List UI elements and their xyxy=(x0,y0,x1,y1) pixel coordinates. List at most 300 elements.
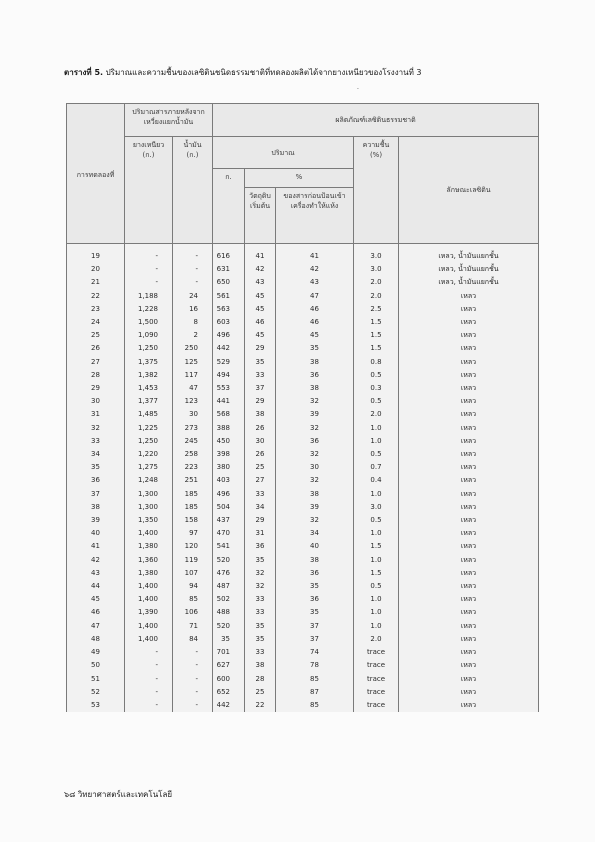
cell-pct-raw: 25 xyxy=(245,461,276,474)
cell-character: เหลว xyxy=(399,303,539,316)
cell-grams: 470 xyxy=(213,527,245,540)
cell-pct-feed: 47 xyxy=(276,290,354,303)
cell-pct-feed: 85 xyxy=(276,673,354,686)
table-row xyxy=(67,540,539,553)
cell-pct-raw: 35 xyxy=(245,356,276,369)
cell-moisture: 1.5 xyxy=(354,329,399,342)
cell-grams: 541 xyxy=(213,540,245,553)
cell-moisture: 0.5 xyxy=(354,448,399,461)
cell-moisture: 0.5 xyxy=(354,580,399,593)
cell-grams: 504 xyxy=(213,501,245,514)
table-row xyxy=(67,699,539,712)
cell-gum: 1,220 xyxy=(125,448,173,461)
cell-pct-raw: 42 xyxy=(245,263,276,276)
cell-character: เหลว xyxy=(399,659,539,672)
cell-run: 22 xyxy=(67,290,125,303)
cell-moisture: 1.0 xyxy=(354,606,399,619)
cell-moisture: 0.5 xyxy=(354,369,399,382)
cell-gum: 1,360 xyxy=(125,554,173,567)
cell-moisture: trace xyxy=(354,673,399,686)
cell-grams: 496 xyxy=(213,329,245,342)
cell-oil: 158 xyxy=(173,514,213,527)
cell-character: เหลว xyxy=(399,567,539,580)
cell-grams: 441 xyxy=(213,395,245,408)
cell-gum: 1,350 xyxy=(125,514,173,527)
cell-run: 39 xyxy=(67,514,125,527)
table-row xyxy=(67,290,539,303)
cell-gum: - xyxy=(125,263,173,276)
cell-run: 30 xyxy=(67,395,125,408)
cell-pct-feed: 34 xyxy=(276,527,354,540)
cell-run: 27 xyxy=(67,356,125,369)
cell-moisture: 1.0 xyxy=(354,422,399,435)
cell-character: เหลว xyxy=(399,514,539,527)
cell-oil: 117 xyxy=(173,369,213,382)
cell-character: เหลว xyxy=(399,329,539,342)
cell-oil: 119 xyxy=(173,554,213,567)
cell-oil: - xyxy=(173,263,213,276)
cell-gum: 1,390 xyxy=(125,606,173,619)
cell-run: 29 xyxy=(67,382,125,395)
table-row xyxy=(67,369,539,382)
cell-pct-feed: 38 xyxy=(276,356,354,369)
cell-run: 31 xyxy=(67,408,125,421)
page-footer: ๖๘ วิทยาศาสตร์และเทคโนโลยี xyxy=(64,790,173,799)
cell-character: เหลว xyxy=(399,290,539,303)
cell-grams: 494 xyxy=(213,369,245,382)
cell-moisture: 1.5 xyxy=(354,316,399,329)
cell-run: 44 xyxy=(67,580,125,593)
cell-pct-feed: 78 xyxy=(276,659,354,672)
table-row xyxy=(67,488,539,501)
table-row xyxy=(67,673,539,686)
header-pct-raw: วัตถุดิบเริ่มต้น xyxy=(245,188,276,244)
cell-moisture: 2.0 xyxy=(354,290,399,303)
table-row xyxy=(67,395,539,408)
table-row xyxy=(67,567,539,580)
cell-pct-feed: 42 xyxy=(276,263,354,276)
cell-moisture: 1.0 xyxy=(354,488,399,501)
cell-gum: 1,225 xyxy=(125,422,173,435)
table-row xyxy=(67,554,539,567)
cell-moisture: 1.0 xyxy=(354,527,399,540)
cell-grams: 520 xyxy=(213,620,245,633)
cell-grams: 442 xyxy=(213,342,245,355)
cell-grams: 437 xyxy=(213,514,245,527)
cell-gum: 1,275 xyxy=(125,461,173,474)
cell-pct-feed: 85 xyxy=(276,699,354,712)
cell-character: เหลว xyxy=(399,593,539,606)
cell-oil: 107 xyxy=(173,567,213,580)
cell-gum: 1,248 xyxy=(125,474,173,487)
cell-moisture: 0.5 xyxy=(354,514,399,527)
cell-gum: 1,400 xyxy=(125,620,173,633)
cell-character: เหลว xyxy=(399,342,539,355)
header-product: ผลิตภัณฑ์เลซิตินธรรมชาติ xyxy=(213,104,539,137)
cell-gum: 1,250 xyxy=(125,435,173,448)
cell-pct-raw: 45 xyxy=(245,290,276,303)
cell-pct-feed: 36 xyxy=(276,593,354,606)
cell-oil: 258 xyxy=(173,448,213,461)
cell-gum: 1,400 xyxy=(125,527,173,540)
cell-pct-raw: 34 xyxy=(245,501,276,514)
table-row xyxy=(67,580,539,593)
cell-gum: - xyxy=(125,699,173,712)
cell-run: 47 xyxy=(67,620,125,633)
header-by-product: ปริมาณสารภายหลังจากเหวี่ยงแยกน้ำมัน xyxy=(125,104,213,137)
cell-grams: 529 xyxy=(213,356,245,369)
table-header xyxy=(67,104,539,244)
cell-moisture: 1.0 xyxy=(354,620,399,633)
cell-character: เหลว xyxy=(399,382,539,395)
cell-oil: 71 xyxy=(173,620,213,633)
header-grams: ก. xyxy=(213,169,245,244)
cell-pct-raw: 33 xyxy=(245,369,276,382)
table-row xyxy=(67,250,539,263)
cell-oil: 30 xyxy=(173,408,213,421)
cell-gum: - xyxy=(125,659,173,672)
cell-pct-raw: 43 xyxy=(245,276,276,289)
cell-oil: - xyxy=(173,686,213,699)
table-row xyxy=(67,276,539,289)
cell-pct-raw: 26 xyxy=(245,422,276,435)
cell-gum: 1,400 xyxy=(125,580,173,593)
cell-character: เหลว xyxy=(399,554,539,567)
cell-moisture: trace xyxy=(354,659,399,672)
table-caption xyxy=(64,67,534,79)
cell-moisture: 2.5 xyxy=(354,303,399,316)
cell-grams: 488 xyxy=(213,606,245,619)
cell-pct-raw: 29 xyxy=(245,514,276,527)
cell-grams: 476 xyxy=(213,567,245,580)
cell-run: 50 xyxy=(67,659,125,672)
table-row xyxy=(67,606,539,619)
cell-run: 28 xyxy=(67,369,125,382)
cell-oil: - xyxy=(173,659,213,672)
cell-run: 46 xyxy=(67,606,125,619)
table-row xyxy=(67,659,539,672)
cell-character: เหลว xyxy=(399,527,539,540)
cell-pct-feed: 32 xyxy=(276,395,354,408)
cell-oil: - xyxy=(173,250,213,263)
cell-moisture: 0.7 xyxy=(354,461,399,474)
cell-pct-raw: 45 xyxy=(245,303,276,316)
cell-character: เหลว xyxy=(399,580,539,593)
cell-pct-raw: 32 xyxy=(245,567,276,580)
cell-gum: 1,400 xyxy=(125,593,173,606)
cell-character: เหลว xyxy=(399,435,539,448)
cell-gum: 1,377 xyxy=(125,395,173,408)
cell-character: เหลว xyxy=(399,461,539,474)
header-oil: น้ำมัน (ก.) xyxy=(173,137,213,244)
cell-oil: 47 xyxy=(173,382,213,395)
table-row xyxy=(67,633,539,646)
cell-character: เหลว xyxy=(399,646,539,659)
cell-oil: 84 xyxy=(173,633,213,646)
cell-grams: 616 xyxy=(213,250,245,263)
cell-moisture: 1.0 xyxy=(354,435,399,448)
cell-moisture: trace xyxy=(354,646,399,659)
cell-pct-feed: 46 xyxy=(276,316,354,329)
cell-gum: 1,380 xyxy=(125,540,173,553)
cell-run: 52 xyxy=(67,686,125,699)
cell-run: 35 xyxy=(67,461,125,474)
stray-mark: . xyxy=(357,84,359,91)
cell-moisture: trace xyxy=(354,699,399,712)
cell-moisture: 2.0 xyxy=(354,408,399,421)
cell-grams: 520 xyxy=(213,554,245,567)
cell-pct-feed: 35 xyxy=(276,580,354,593)
cell-pct-feed: 38 xyxy=(276,382,354,395)
cell-gum: 1,300 xyxy=(125,488,173,501)
cell-grams: 603 xyxy=(213,316,245,329)
cell-character: เหลว xyxy=(399,699,539,712)
cell-grams: 502 xyxy=(213,593,245,606)
cell-run: 42 xyxy=(67,554,125,567)
cell-pct-feed: 36 xyxy=(276,369,354,382)
cell-grams: 701 xyxy=(213,646,245,659)
cell-pct-raw: 22 xyxy=(245,699,276,712)
cell-pct-raw: 26 xyxy=(245,448,276,461)
cell-pct-feed: 40 xyxy=(276,540,354,553)
cell-gum: 1,228 xyxy=(125,303,173,316)
cell-run: 53 xyxy=(67,699,125,712)
cell-oil: 24 xyxy=(173,290,213,303)
cell-run: 19 xyxy=(67,250,125,263)
cell-run: 32 xyxy=(67,422,125,435)
cell-grams: 450 xyxy=(213,435,245,448)
cell-gum: - xyxy=(125,646,173,659)
cell-pct-feed: 43 xyxy=(276,276,354,289)
cell-character: เหลว xyxy=(399,422,539,435)
table-row xyxy=(67,686,539,699)
cell-run: 45 xyxy=(67,593,125,606)
cell-moisture: 3.0 xyxy=(354,250,399,263)
cell-gum: - xyxy=(125,250,173,263)
table-row xyxy=(67,382,539,395)
cell-pct-feed: 32 xyxy=(276,474,354,487)
cell-run: 23 xyxy=(67,303,125,316)
table-row xyxy=(67,593,539,606)
table-row xyxy=(67,527,539,540)
caption-label: ตารางที่ 5. xyxy=(64,68,104,77)
cell-gum: 1,375 xyxy=(125,356,173,369)
cell-oil: 273 xyxy=(173,422,213,435)
cell-character: เหลว xyxy=(399,673,539,686)
cell-grams: 442 xyxy=(213,699,245,712)
cell-grams: 652 xyxy=(213,686,245,699)
cell-pct-feed: 32 xyxy=(276,514,354,527)
cell-pct-feed: 32 xyxy=(276,422,354,435)
cell-oil: - xyxy=(173,276,213,289)
cell-moisture: 3.0 xyxy=(354,501,399,514)
cell-gum: 1,250 xyxy=(125,342,173,355)
cell-gum: 1,485 xyxy=(125,408,173,421)
cell-pct-feed: 36 xyxy=(276,435,354,448)
cell-gum: 1,090 xyxy=(125,329,173,342)
header-character: ลักษณะเลซิติน xyxy=(399,137,539,244)
caption-text: ปริมาณและความชื้นของเลซิตินชนิดธรรมชาติที่ทดลองผลิตได้จากยางเหนียวของโรงงานที่ 3 xyxy=(105,68,422,77)
cell-pct-feed: 30 xyxy=(276,461,354,474)
cell-moisture: 0.3 xyxy=(354,382,399,395)
cell-run: 43 xyxy=(67,567,125,580)
cell-oil: 125 xyxy=(173,356,213,369)
cell-oil: - xyxy=(173,646,213,659)
cell-pct-feed: 35 xyxy=(276,606,354,619)
cell-pct-raw: 25 xyxy=(245,686,276,699)
cell-oil: 245 xyxy=(173,435,213,448)
cell-pct-raw: 35 xyxy=(245,633,276,646)
cell-grams: 563 xyxy=(213,303,245,316)
cell-grams: 496 xyxy=(213,488,245,501)
cell-run: 51 xyxy=(67,673,125,686)
cell-run: 36 xyxy=(67,474,125,487)
cell-oil: 85 xyxy=(173,593,213,606)
lecithin-table xyxy=(66,103,539,712)
cell-character: เหลว xyxy=(399,633,539,646)
cell-run: 33 xyxy=(67,435,125,448)
table-row xyxy=(67,329,539,342)
table-row xyxy=(67,342,539,355)
cell-pct-raw: 29 xyxy=(245,395,276,408)
header-amount: ปริมาณ xyxy=(213,137,354,169)
table-row xyxy=(67,303,539,316)
cell-pct-feed: 39 xyxy=(276,408,354,421)
table-row xyxy=(67,620,539,633)
cell-oil: 185 xyxy=(173,501,213,514)
cell-moisture: 0.5 xyxy=(354,395,399,408)
cell-character: เหลว xyxy=(399,501,539,514)
cell-oil: 123 xyxy=(173,395,213,408)
cell-pct-feed: 38 xyxy=(276,554,354,567)
cell-character: เหลว xyxy=(399,356,539,369)
cell-grams: 650 xyxy=(213,276,245,289)
table-row xyxy=(67,263,539,276)
cell-oil: 94 xyxy=(173,580,213,593)
cell-pct-raw: 30 xyxy=(245,435,276,448)
cell-pct-feed: 39 xyxy=(276,501,354,514)
cell-character: เหลว xyxy=(399,395,539,408)
cell-gum: 1,500 xyxy=(125,316,173,329)
cell-pct-feed: 74 xyxy=(276,646,354,659)
cell-grams: 553 xyxy=(213,382,245,395)
cell-run: 25 xyxy=(67,329,125,342)
table-row xyxy=(67,514,539,527)
cell-grams: 388 xyxy=(213,422,245,435)
cell-character: เหลว, น้ำมันแยกชั้น xyxy=(399,250,539,263)
cell-moisture: 2.0 xyxy=(354,633,399,646)
table-row xyxy=(67,422,539,435)
cell-gum: 1,400 xyxy=(125,633,173,646)
cell-pct-feed: 38 xyxy=(276,488,354,501)
cell-run: 20 xyxy=(67,263,125,276)
cell-moisture: 0.8 xyxy=(354,356,399,369)
cell-character: เหลว xyxy=(399,369,539,382)
cell-grams: 403 xyxy=(213,474,245,487)
header-gum: ยางเหนียว (ก.) xyxy=(125,137,173,244)
cell-pct-raw: 36 xyxy=(245,540,276,553)
header-run: การทดลองที่ xyxy=(67,104,125,244)
cell-pct-feed: 37 xyxy=(276,620,354,633)
cell-character: เหลว xyxy=(399,474,539,487)
table-body xyxy=(67,244,539,713)
cell-grams: 380 xyxy=(213,461,245,474)
cell-grams: 35 xyxy=(213,633,245,646)
table-row xyxy=(67,316,539,329)
cell-pct-raw: 45 xyxy=(245,329,276,342)
cell-pct-raw: 35 xyxy=(245,554,276,567)
cell-gum: - xyxy=(125,673,173,686)
cell-character: เหลว xyxy=(399,686,539,699)
cell-gum: - xyxy=(125,276,173,289)
cell-moisture: 2.0 xyxy=(354,276,399,289)
cell-pct-raw: 33 xyxy=(245,488,276,501)
header-pct-feed: ของสารก่อนป้อนเข้าเครื่องทำให้แห้ง xyxy=(276,188,354,244)
cell-pct-raw: 38 xyxy=(245,408,276,421)
cell-pct-raw: 29 xyxy=(245,342,276,355)
table-row xyxy=(67,408,539,421)
header-moisture: ความชื้น (%) xyxy=(354,137,399,244)
cell-oil: 251 xyxy=(173,474,213,487)
cell-pct-feed: 87 xyxy=(276,686,354,699)
cell-character: เหลว, น้ำมันแยกชั้น xyxy=(399,276,539,289)
cell-oil: 16 xyxy=(173,303,213,316)
cell-pct-raw: 32 xyxy=(245,580,276,593)
cell-oil: 106 xyxy=(173,606,213,619)
cell-character: เหลว, น้ำมันแยกชั้น xyxy=(399,263,539,276)
cell-moisture: 1.0 xyxy=(354,554,399,567)
cell-character: เหลว xyxy=(399,488,539,501)
cell-pct-raw: 35 xyxy=(245,620,276,633)
cell-gum: - xyxy=(125,686,173,699)
cell-pct-raw: 33 xyxy=(245,646,276,659)
cell-moisture: 1.0 xyxy=(354,593,399,606)
cell-pct-raw: 28 xyxy=(245,673,276,686)
cell-grams: 600 xyxy=(213,673,245,686)
cell-oil: - xyxy=(173,699,213,712)
cell-grams: 568 xyxy=(213,408,245,421)
cell-grams: 487 xyxy=(213,580,245,593)
cell-oil: 120 xyxy=(173,540,213,553)
cell-pct-raw: 33 xyxy=(245,606,276,619)
cell-grams: 627 xyxy=(213,659,245,672)
cell-run: 49 xyxy=(67,646,125,659)
cell-oil: 185 xyxy=(173,488,213,501)
cell-run: 21 xyxy=(67,276,125,289)
table-row xyxy=(67,461,539,474)
cell-run: 34 xyxy=(67,448,125,461)
cell-pct-feed: 45 xyxy=(276,329,354,342)
cell-run: 26 xyxy=(67,342,125,355)
cell-gum: 1,300 xyxy=(125,501,173,514)
cell-oil: - xyxy=(173,673,213,686)
cell-oil: 97 xyxy=(173,527,213,540)
cell-pct-raw: 41 xyxy=(245,250,276,263)
cell-character: เหลว xyxy=(399,620,539,633)
cell-pct-raw: 46 xyxy=(245,316,276,329)
cell-grams: 561 xyxy=(213,290,245,303)
cell-gum: 1,380 xyxy=(125,567,173,580)
cell-pct-feed: 32 xyxy=(276,448,354,461)
cell-moisture: 0.4 xyxy=(354,474,399,487)
table-row xyxy=(67,448,539,461)
cell-gum: 1,188 xyxy=(125,290,173,303)
cell-run: 38 xyxy=(67,501,125,514)
cell-character: เหลว xyxy=(399,448,539,461)
cell-pct-feed: 46 xyxy=(276,303,354,316)
table-row xyxy=(67,356,539,369)
cell-pct-raw: 37 xyxy=(245,382,276,395)
